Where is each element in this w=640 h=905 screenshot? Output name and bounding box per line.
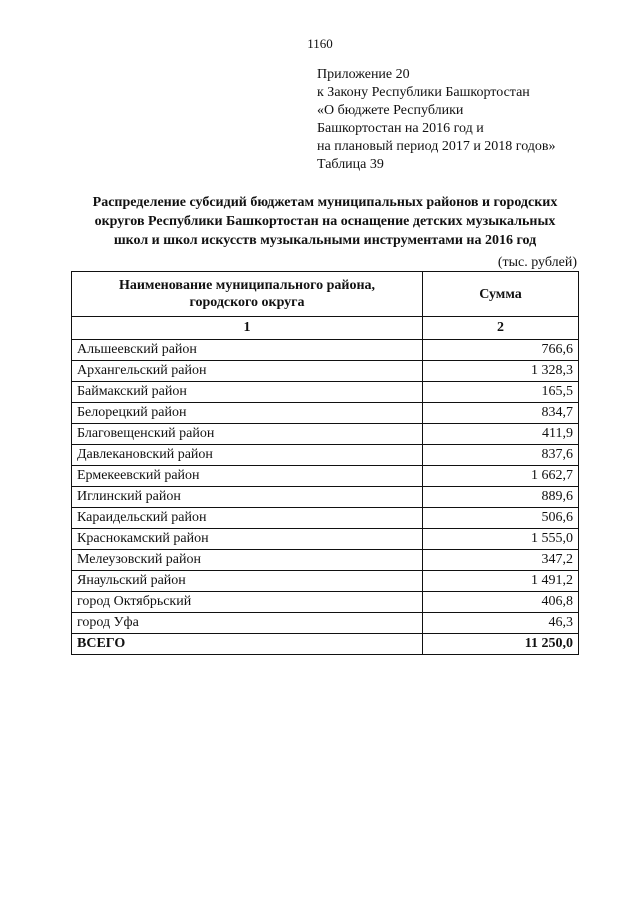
row-amount: 1 662,7 [423, 466, 579, 487]
table-row [72, 571, 579, 592]
appendix-line: к Закону Республики Башкортостан [317, 85, 530, 100]
table-row [72, 361, 579, 382]
total-label: ВСЕГО [72, 634, 423, 655]
table-row [72, 508, 579, 529]
row-name: Давлекановский район [72, 445, 423, 466]
table-row [72, 382, 579, 403]
table-row [72, 592, 579, 613]
row-name: Янаульский район [72, 571, 423, 592]
table-row [72, 445, 579, 466]
header-name-line1: Наименование муниципального района, [118, 278, 376, 293]
row-amount: 766,6 [423, 340, 579, 361]
row-name: Альшеевский район [72, 340, 423, 361]
title-line: округов Республики Башкортостан на оснащение детских музыкальных [94, 214, 556, 229]
column-number: 2 [423, 317, 579, 340]
appendix-block [317, 66, 556, 174]
row-name: Ермекеевский район [72, 466, 423, 487]
table-row [72, 466, 579, 487]
total-amount: 11 250,0 [423, 634, 579, 655]
row-name: город Уфа [72, 613, 423, 634]
row-amount: 347,2 [423, 550, 579, 571]
page-number: 1160 [307, 36, 333, 51]
appendix-table-label: Таблица 39 [317, 157, 384, 172]
row-name: Караидельский район [72, 508, 423, 529]
row-amount: 1 555,0 [423, 529, 579, 550]
row-name: Архангельский район [72, 361, 423, 382]
row-name: Белорецкий район [72, 403, 423, 424]
row-amount: 411,9 [423, 424, 579, 445]
table-row [72, 403, 579, 424]
table-row [72, 550, 579, 571]
row-amount: 837,6 [423, 445, 579, 466]
units-note: (тыс. рублей) [497, 255, 577, 270]
table-row [72, 424, 579, 445]
row-name: Благовещенский район [72, 424, 423, 445]
title-line: школ и школ искусств музыкальными инструментами на 2016 год [113, 233, 537, 248]
row-name: Мелеузовский район [72, 550, 423, 571]
row-amount: 506,6 [423, 508, 579, 529]
appendix-line: Приложение 20 [317, 67, 410, 82]
table-row [72, 487, 579, 508]
row-name: Краснокамский район [72, 529, 423, 550]
row-amount: 889,6 [423, 487, 579, 508]
appendix-line: на плановый период 2017 и 2018 годов» [317, 139, 556, 154]
row-name: Иглинский район [72, 487, 423, 508]
row-amount: 834,7 [423, 403, 579, 424]
table-header-row [72, 272, 579, 317]
row-amount: 46,3 [423, 613, 579, 634]
subsidies-table [71, 271, 579, 655]
header-name [72, 272, 423, 317]
appendix-line: «О бюджете Республики [317, 103, 464, 118]
row-name: город Октябрьский [72, 592, 423, 613]
column-number-row [72, 317, 579, 340]
table-row [72, 529, 579, 550]
title-line: Распределение субсидий бюджетам муниципальных районов и городских [92, 195, 558, 210]
row-amount: 165,5 [423, 382, 579, 403]
table-row [72, 613, 579, 634]
row-amount: 1 328,3 [423, 361, 579, 382]
total-row [72, 634, 579, 655]
header-sum: Сумма [423, 272, 579, 317]
document-title [60, 193, 590, 250]
appendix-line: Башкортостан на 2016 год и [317, 121, 484, 136]
row-amount: 1 491,2 [423, 571, 579, 592]
row-amount: 406,8 [423, 592, 579, 613]
row-name: Баймакский район [72, 382, 423, 403]
header-name-line2: городского округа [189, 295, 305, 310]
table-row [72, 340, 579, 361]
column-number: 1 [72, 317, 423, 340]
